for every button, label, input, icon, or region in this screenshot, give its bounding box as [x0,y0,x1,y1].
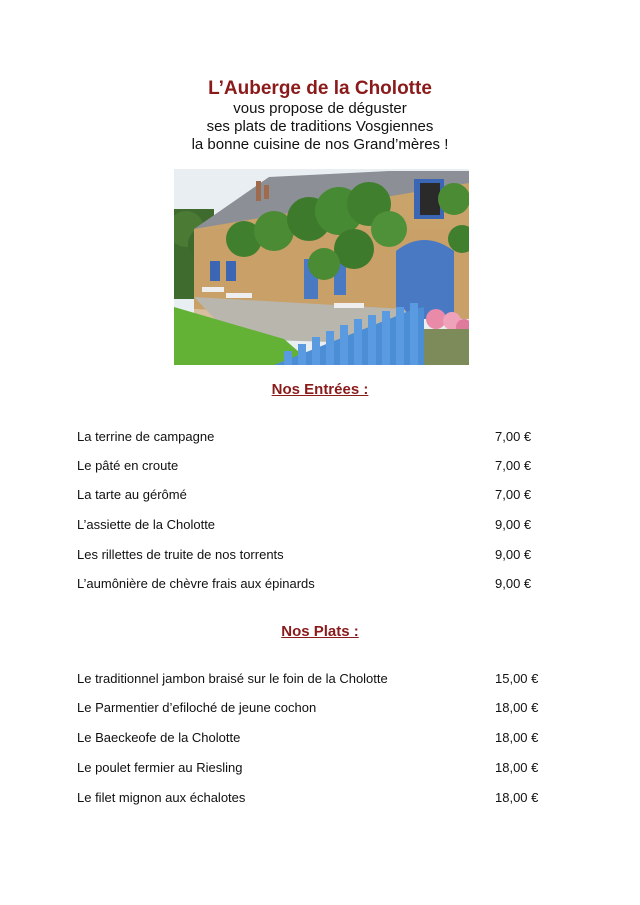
restaurant-name: L’Auberge de la Cholotte [208,78,432,99]
list-item [77,728,557,748]
dish-price: 9,00 € [495,517,532,532]
menu-header [0,78,640,154]
dish-price: 7,00 € [495,429,532,444]
list-item [77,515,557,535]
auberge-photo [174,169,469,365]
dish-name: La tarte au gérômé [77,487,187,502]
intro-line-3: la bonne cuisine de nos Grand’mères ! [191,136,449,153]
dish-name: Les rillettes de truite de nos torrents [77,547,284,562]
entrees-heading: Nos Entrées : [271,381,369,398]
list-item [77,669,557,689]
list-item [77,698,557,718]
dish-name: Le poulet fermier au Riesling [77,760,243,775]
dish-name: Le traditionnel jambon braisé sur le foin de la Cholotte [77,671,388,686]
dish-name: L’assiette de la Cholotte [77,517,216,532]
intro-line-2: ses plats de traditions Vosgiennes [206,118,434,135]
dish-name: L’aumônière de chèvre frais aux épinards [77,576,315,591]
list-item [77,574,557,594]
list-item [77,788,557,808]
list-item [77,485,557,505]
plats-heading: Nos Plats : [281,623,359,640]
dish-price: 7,00 € [495,458,532,473]
dish-name: Le Baeckeofe de la Cholotte [77,730,241,745]
dish-price: 18,00 € [495,790,539,805]
dish-price: 9,00 € [495,576,532,591]
list-item [77,545,557,565]
dish-price: 7,00 € [495,487,532,502]
dish-price: 18,00 € [495,700,539,715]
dish-name: Le Parmentier d’efiloché de jeune cochon [77,700,317,715]
dish-price: 15,00 € [495,671,539,686]
dish-name: Le pâté en croute [77,458,179,473]
dish-name: La terrine de campagne [77,429,215,444]
dish-price: 18,00 € [495,730,539,745]
list-item [77,456,557,476]
dish-name: Le filet mignon aux échalotes [77,790,246,805]
list-item [77,758,557,778]
dish-price: 18,00 € [495,760,539,775]
intro-line-1: vous propose de déguster [233,100,407,117]
dish-price: 9,00 € [495,547,532,562]
list-item [77,427,557,447]
